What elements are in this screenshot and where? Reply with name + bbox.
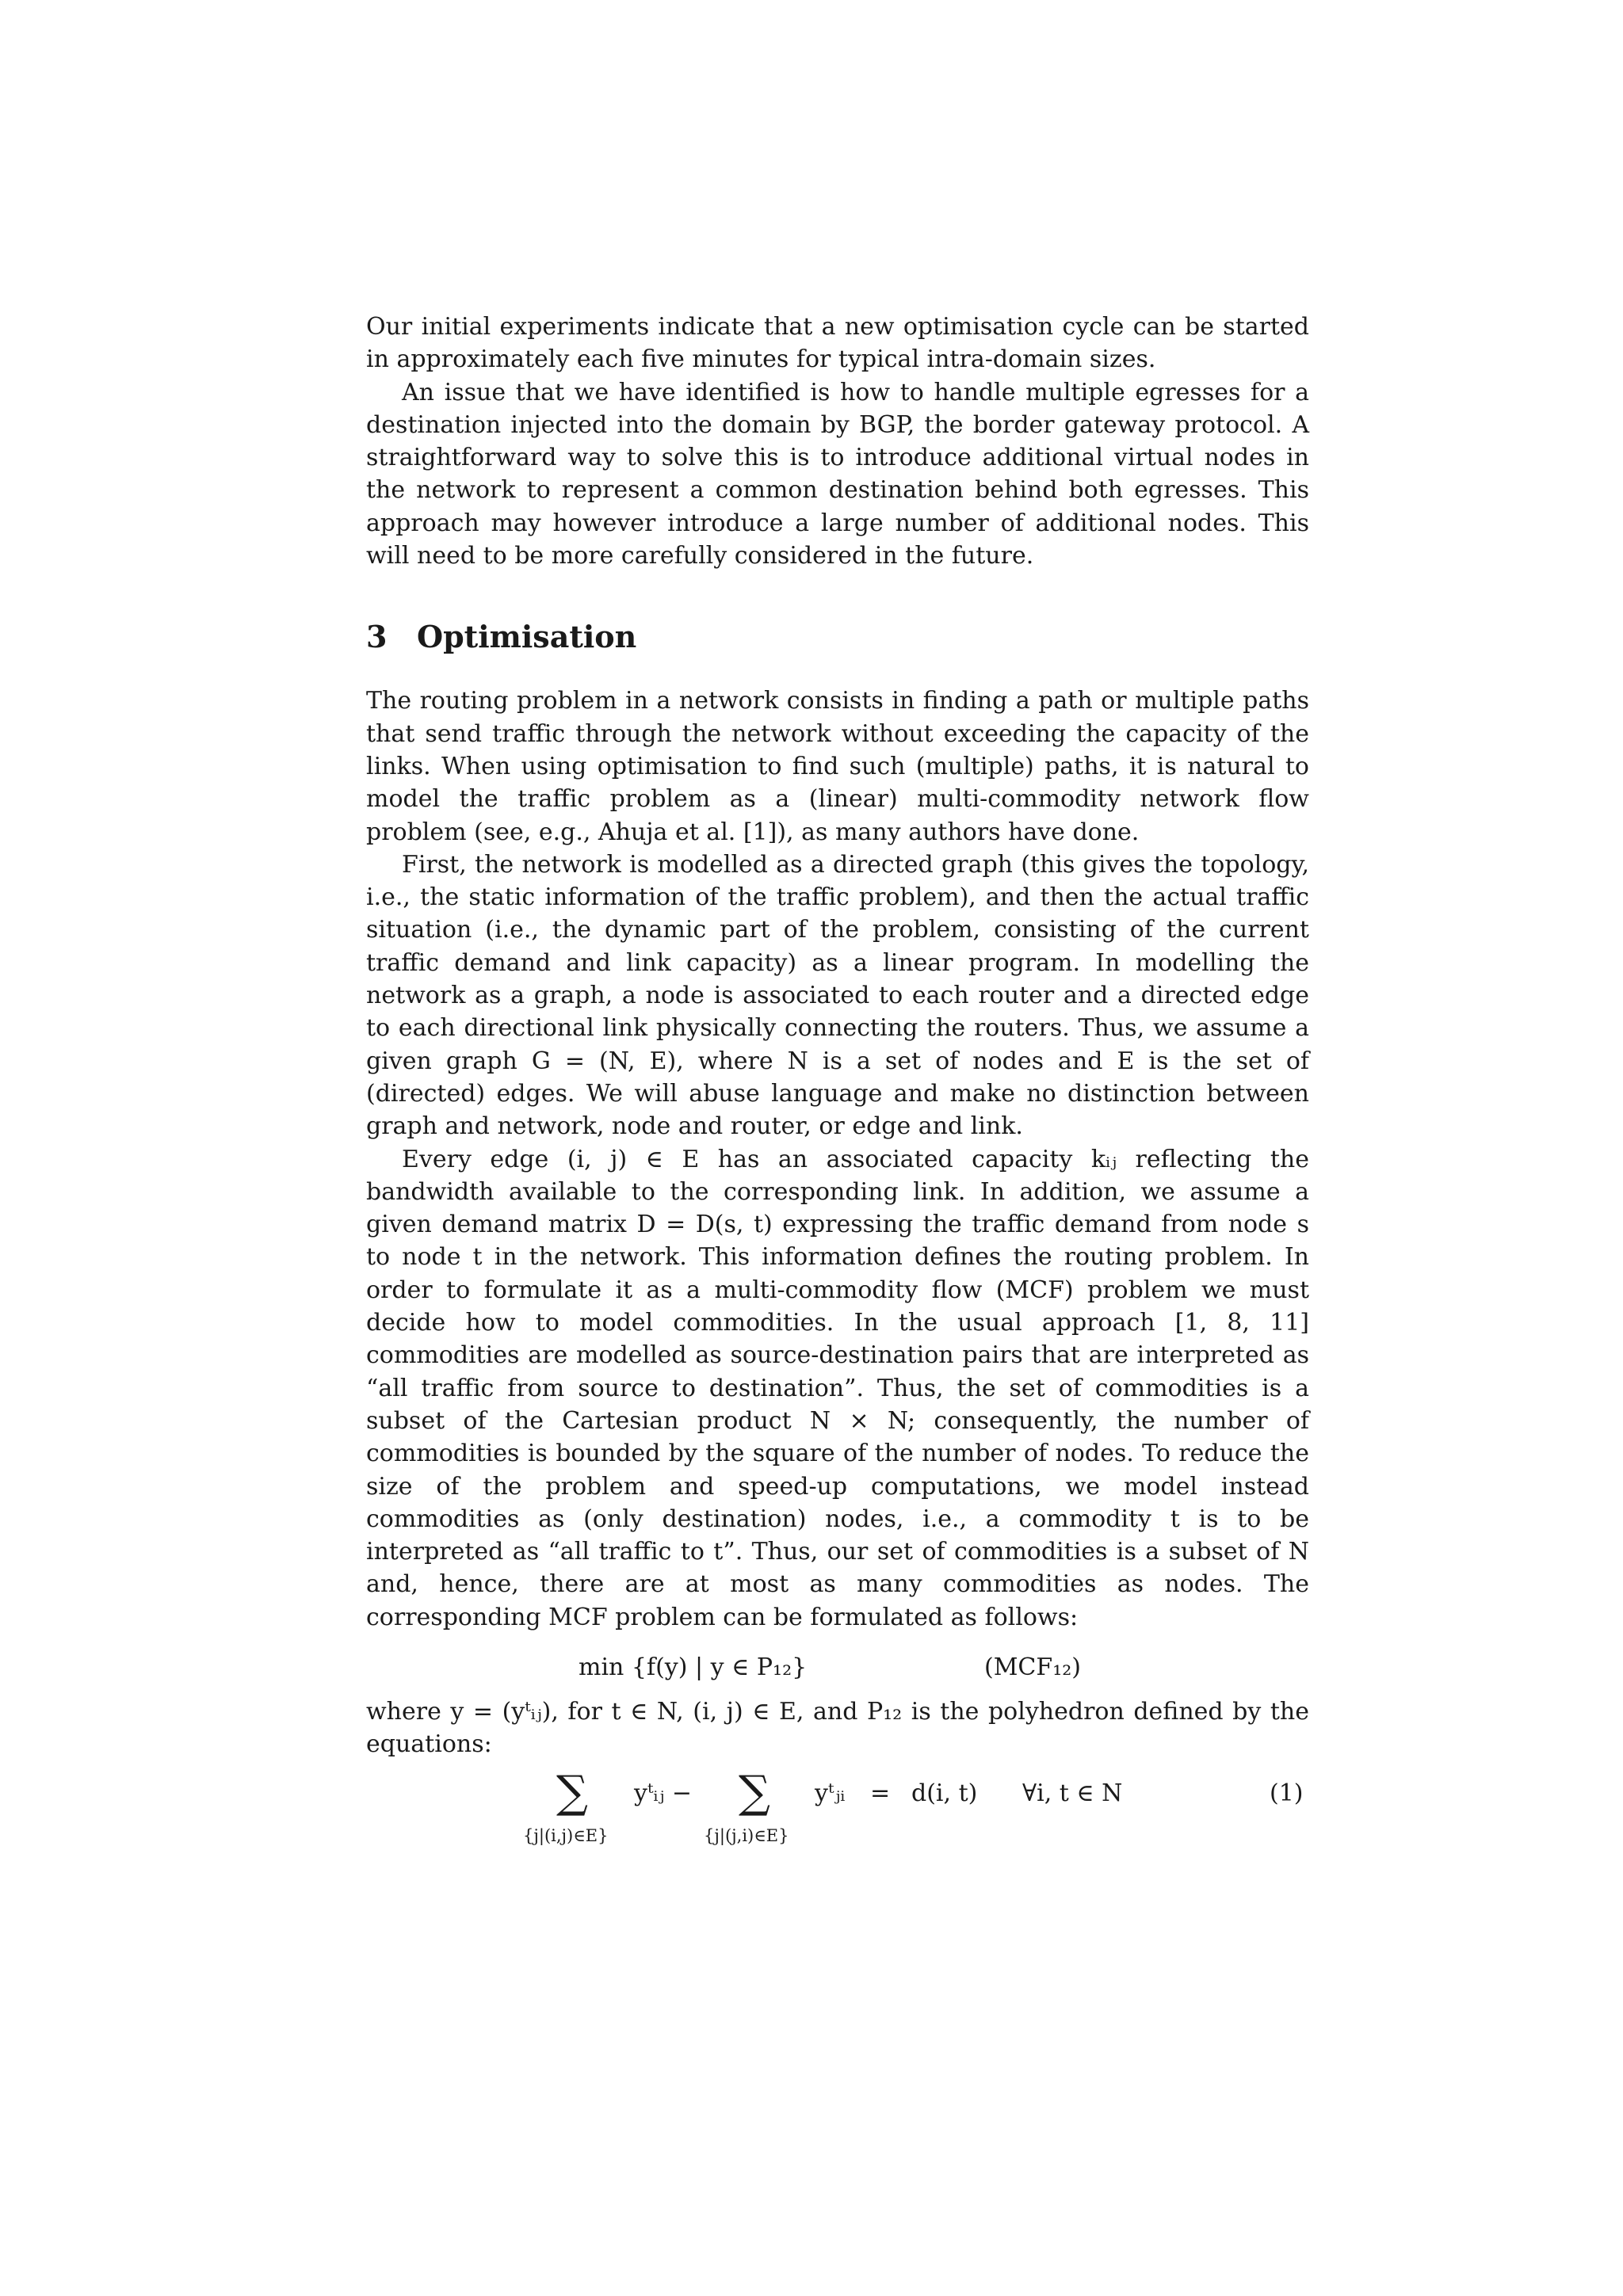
equation-1: [366, 1766, 1309, 1858]
intro-paragraph-2: An issue that we have identified is how to handle multiple egresses for a destination injected into the domain by BGP, the border gateway protocol. A straightforward way to solve this is to introduce additional virtual nodes in the network to represent a common destination behind both egresses. This approach may however introduce a large number of additional nodes. This will need to be more carefully considered in the future.: [366, 378, 1309, 570]
equation-rhs: d(i, t): [911, 1779, 978, 1807]
paper-page: [366, 311, 1309, 1858]
section-paragraph-3: Every edge (i, j) ∈ E has an associated capacity kᵢⱼ reflecting the bandwidth available to the corresponding link. In addition, we assume a given demand matrix D = D(s, t) expressing the traffic demand from node s to node t in the network. This information defines the routing problem. In order to formulate it as a multi-commodity flow (MCF) problem we must decide how to model commodities. In the usual approach [1, 8, 11] commodities are modelled as source-destination pairs that are interpreted as “all traffic from source to destination”. Thus, the set of commodities is a subset of the Cartesian product N × N; consequently, the number of commodities is bounded by the square of the number of nodes. To reduce the size of the problem and speed-up computations, we model instead commodities as (only destination) nodes, i.e., a commodity t is to be interpreted as “all traffic to t”. Thus, our set of commodities is a subset of N and, hence, there are at most as many commodities as nodes. The corresponding MCF problem can be formulated as follows:: [366, 1145, 1309, 1631]
section-number: 3: [366, 619, 388, 655]
term-left: yᵗᵢⱼ −: [634, 1779, 692, 1807]
equation-mcf-tag: (MCF₁₂): [984, 1653, 1081, 1681]
equation-quantifier: ∀i, t ∈ N: [1022, 1779, 1123, 1807]
section-paragraph-2: First, the network is modelled as a directed graph (this gives the topology, i.e., the static information of the traffic problem), and then the actual traffic situation (i.e., the dynamic part of the problem, consisting of the current traffic demand and link capacity) as a linear program. In modelling the network as a graph, a node is associated to each router and a directed edge to each directional link physically connecting the routers. Thus, we assume a given graph G = (N, E), where N is a set of nodes and E is the set of (directed) edges. We will abuse language and make no distinction between graph and network, node and router, or edge and link.: [366, 850, 1309, 1141]
sum-symbol-left: ∑: [556, 1766, 588, 1818]
intro-paragraph-1: Our initial experiments indicate that a new optimisation cycle can be started in approximately each five minutes for typical intra-domain sizes.: [366, 313, 1309, 374]
sum-subscript-right: {j|(j,i)∈E}: [704, 1825, 789, 1845]
sum-symbol-right: ∑: [739, 1766, 770, 1818]
section-heading: [366, 618, 1309, 656]
section-paragraph-1: The routing problem in a network consists in finding a path or multiple paths that send traffic through the network without exceeding the capacity of the links. When using optimisation to find such (multiple) paths, it is natural to model the traffic problem as a (linear) multi-commodity network flow problem (see, e.g., Ahuja et al. [1]), as many authors have done.: [366, 687, 1309, 846]
term-right: yᵗⱼᵢ: [815, 1779, 846, 1807]
where-paragraph: where y = (yᵗᵢⱼ), for t ∈ N, (i, j) ∈ E, and P₁₂ is the polyhedron defined by the equations:: [366, 1697, 1309, 1759]
equation-mcf: [366, 1643, 1309, 1691]
equals-sign: =: [870, 1779, 891, 1807]
equation-number: (1): [1270, 1779, 1304, 1807]
equation-mcf-expression: min {f(y) | y ∈ P₁₂}: [579, 1653, 808, 1681]
sum-subscript-left: {j|(i,j)∈E}: [523, 1825, 609, 1845]
section-title: Optimisation: [417, 619, 637, 655]
